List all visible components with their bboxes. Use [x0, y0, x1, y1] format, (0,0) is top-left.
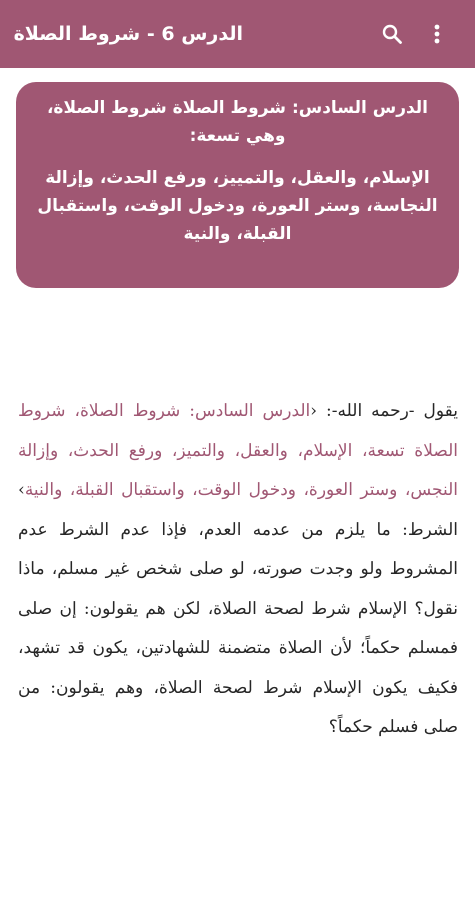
lesson-summary-card: [16, 82, 459, 288]
search-icon: [380, 14, 404, 54]
explanation-intro: يقول -رحمه الله-: ‹: [310, 401, 458, 421]
more-options-button[interactable]: [422, 14, 452, 54]
search-button[interactable]: [372, 14, 412, 54]
lesson-conditions: الإسلام، والعقل، والتمييز، ورفع الحدث، وإزالة النجاسة، وستر العورة، ودخول الوقت، واستقبال القبلة، والنية: [37, 168, 438, 244]
app-bar: [0, 0, 475, 68]
explanation-body: › الشرط: ما يلزم من عدمه العدم، فإذا عدم الشرط عدم المشروط ولو وجدت صورته، لو صلى شخص غير مسلم، ماذا نقول؟ الإسلام شرط لصحة الصلاة، لكن هم يقولون: إن صلى فمسلم حكماً؛ لأن الصلاة متضمنة للشهادتين، يكون قد تشهد، فكيف يكون الإسلام شرط لصحة الصلاة، وهم يقولون: من صلى فسلم حكماً؟: [18, 480, 458, 737]
page-title: الدرس 6 - شروط الصلاة: [13, 23, 243, 45]
quoted-text: الدرس السادس: شروط الصلاة، شروط الصلاة تسعة، الإسلام، والعقل، والتميز، ورفع الحدث، وإزالة النجس، وستر العورة، ودخول الوقت، واستقبال القبلة، والنية: [18, 401, 458, 500]
lesson-heading: الدرس السادس: شروط الصلاة شروط الصلاة، وهي تسعة:: [46, 98, 429, 146]
lesson-explanation: [18, 392, 458, 748]
more-vert-icon: [432, 14, 442, 54]
